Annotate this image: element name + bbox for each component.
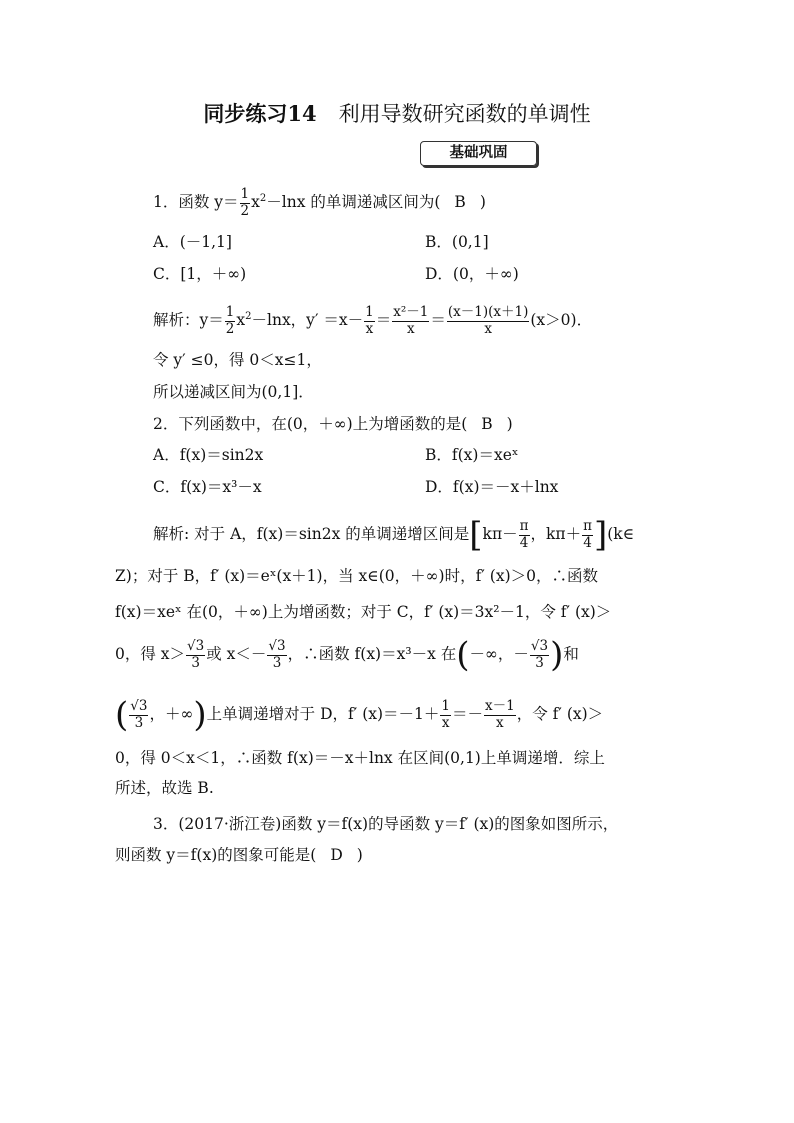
q1-solution-line1: 解析：y＝ $\frac{1}{2}$ $x^2-\ln x$，y′ ＝x－ $\frac{1}{x}$ ＝ $\frac{\text{x²－1}}{x}$ ＝ $\frac{(x-1)(x+1)}{x}$ (x＞0)． (153, 304, 593, 337)
q2-answer: B (481, 415, 493, 433)
q2-stem: 2．下列函数中，在(0，＋∞)上为增函数的是( B ) (153, 415, 513, 433)
q1-option-b: B．(0,1] (425, 233, 489, 251)
q2-option-b: B．f(x)＝xeˣ (425, 446, 519, 464)
q2-solution-line3: f(x)＝xeˣ 在(0，＋∞)上为增函数；对于 C，f′ (x)＝3x²－1，令 f′ (x)＞ (115, 603, 612, 621)
q1-fraction: $\frac{1}{2}$ (240, 186, 250, 219)
q1-stem: 1．函数 y＝ $\frac{1}{2}$ $x^2-\ln x$ 的单调递减区间为( B ) (153, 186, 486, 219)
q2-solution-line7: 所述，故选 B. (115, 779, 214, 797)
q3-answer: D (330, 846, 343, 864)
q1-solution-line2: 令 y′ ≤0，得 0＜x≤1， (153, 351, 322, 369)
q1-option-d: D．(0，＋∞) (425, 265, 519, 283)
q2-solution-line1: 解析: 对于 A，f(x)＝sin2x 的单调递增区间是[kπ－ $\frac{\pi}{4}$ ，kπ＋ $\frac{\pi}{4}$ ](k∈ (153, 515, 635, 555)
q2-solution-line5: ( $\frac{√3}{3}$ ，＋∞)上单调递增对于 D，f′ (x)＝－1＋ $\frac{1}{x}$ ＝－ $\frac{x-1}{x}$ ，令 f′ (x)＞ (115, 695, 604, 735)
q2-solution-line4: 0，得 x＞ $\frac{√3}{3}$ 或 x＜－ $\frac{√3}{3}$ ，∴函数 f(x)＝x³－x 在(－∞，－ $\frac{√3}{3}$ )和 (115, 635, 579, 675)
section-badge: 基础巩固 (420, 141, 537, 166)
q1-solution-line3: 所以递减区间为(0,1]． (153, 383, 314, 401)
title-rest: 利用导数研究函数的单调性 (338, 102, 591, 126)
q2-option-a: A．f(x)＝sin2x (153, 446, 264, 464)
title-bold: 同步练习14 (203, 101, 317, 126)
q2-solution-line2: Z)；对于 B，f′ (x)＝eˣ(x＋1)，当 x∈(0，＋∞)时，f′ (x)＞0，∴函数 (115, 567, 598, 585)
q3-line2: 则函数 y＝f(x)的图象可能是( D ) (115, 846, 363, 864)
q1-option-a: A．(－1,1] (153, 233, 232, 251)
q1-answer: B (454, 193, 466, 211)
q3-line1: 3．(2017·浙江卷)函数 y＝f(x)的导函数 y＝f′ (x)的图象如图所示， (153, 815, 619, 833)
q2-solution-line6: 0，得 0＜x＜1，∴函数 f(x)＝－x＋lnx 在区间(0,1)上单调递增．综上 (115, 749, 605, 767)
q2-option-c: C．f(x)＝x³－x (153, 478, 262, 496)
q1-option-c: C．[1，＋∞) (153, 265, 247, 283)
q2-option-d: D．f(x)＝－x＋lnx (425, 478, 559, 496)
page-title (0, 98, 794, 128)
